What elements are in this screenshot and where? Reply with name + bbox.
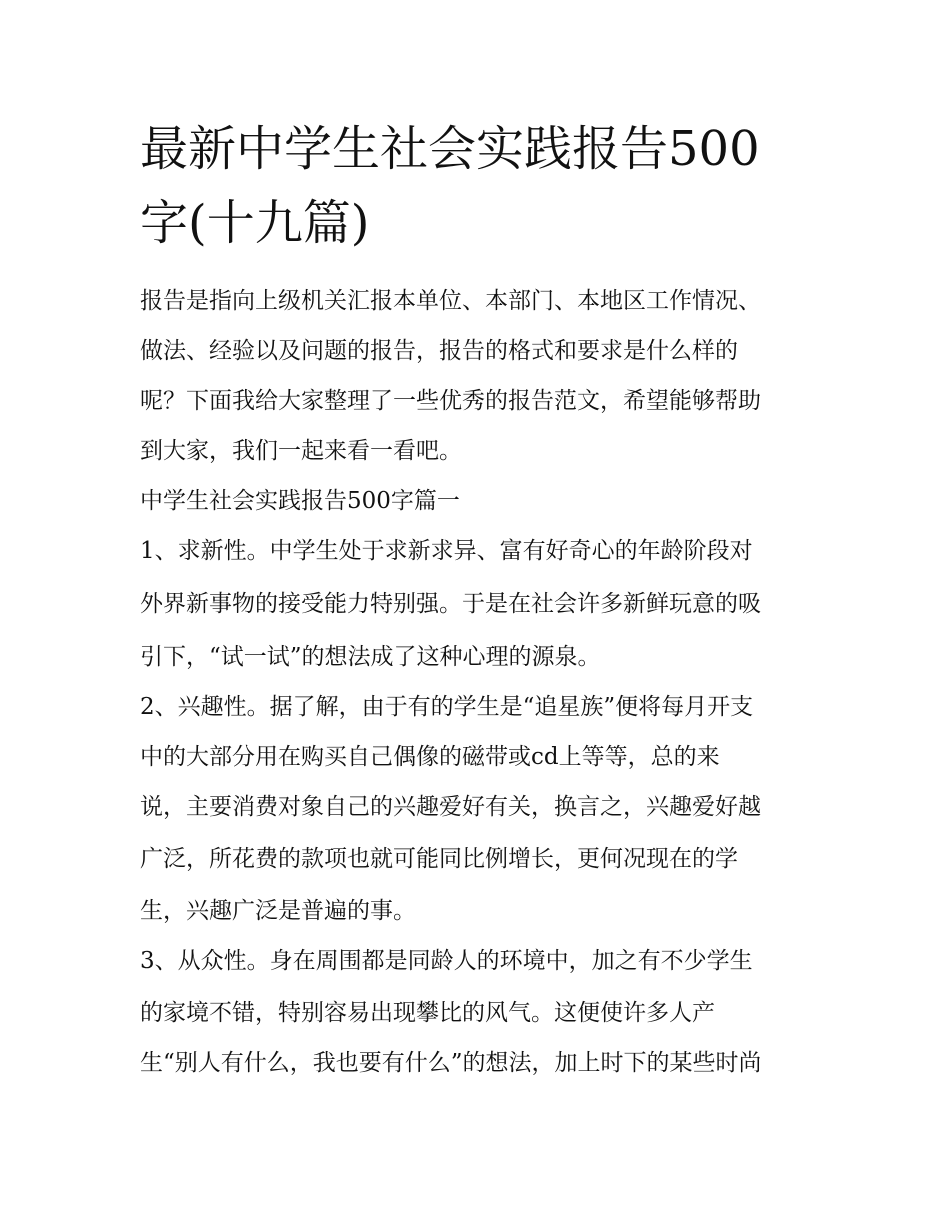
- body-line-2: 做法、经验以及问题的报告，报告的格式和要求是什么样的: [140, 338, 738, 364]
- body-line-15: 的家境不错，特别容易出现攀比的风气。这便使许多人产: [140, 1000, 715, 1026]
- title-line-2: 字(十九篇): [140, 195, 370, 251]
- body-line-16: 生“别人有什么，我也要有什么”的想法，加上时下的某些时尚: [140, 1050, 762, 1076]
- section-heading: 中学生社会实践报告500字篇一: [140, 488, 460, 514]
- body-line-14: 3、从众性。身在周围都是同龄人的环境中，加之有不少学生: [140, 948, 753, 974]
- body-line-1: 报告是指向上级机关汇报本单位、本部门、本地区工作情况、: [140, 288, 761, 314]
- body-line-7: 外界新事物的接受能力特别强。于是在社会许多新鲜玩意的吸: [140, 591, 761, 617]
- body-line-3: 呢？下面我给大家整理了一些优秀的报告范文，希望能够帮助: [140, 388, 761, 414]
- body-line-9: 2、兴趣性。据了解，由于有的学生是“追星族”便将每月开支: [140, 694, 754, 720]
- body-line-13: 生，兴趣广泛是普遍的事。: [140, 898, 416, 924]
- body-line-4: 到大家，我们一起来看一看吧。: [140, 438, 462, 464]
- body-line-12: 广泛，所花费的款项也就可能同比例增长，更何况现在的学: [140, 846, 738, 872]
- body-line-6: 1、求新性。中学生处于求新求异、富有好奇心的年龄阶段对: [140, 538, 753, 564]
- body-line-10: 中的大部分用在购买自己偶像的磁带或cd上等等，总的来: [140, 744, 720, 770]
- title-line-1: 最新中学生社会实践报告500: [140, 121, 760, 177]
- body-line-8: 引下，“试一试”的想法成了这种心理的源泉。: [140, 644, 601, 670]
- page-title: [140, 112, 820, 260]
- body-line-11: 说，主要消费对象自己的兴趣爱好有关，换言之，兴趣爱好越: [140, 794, 761, 820]
